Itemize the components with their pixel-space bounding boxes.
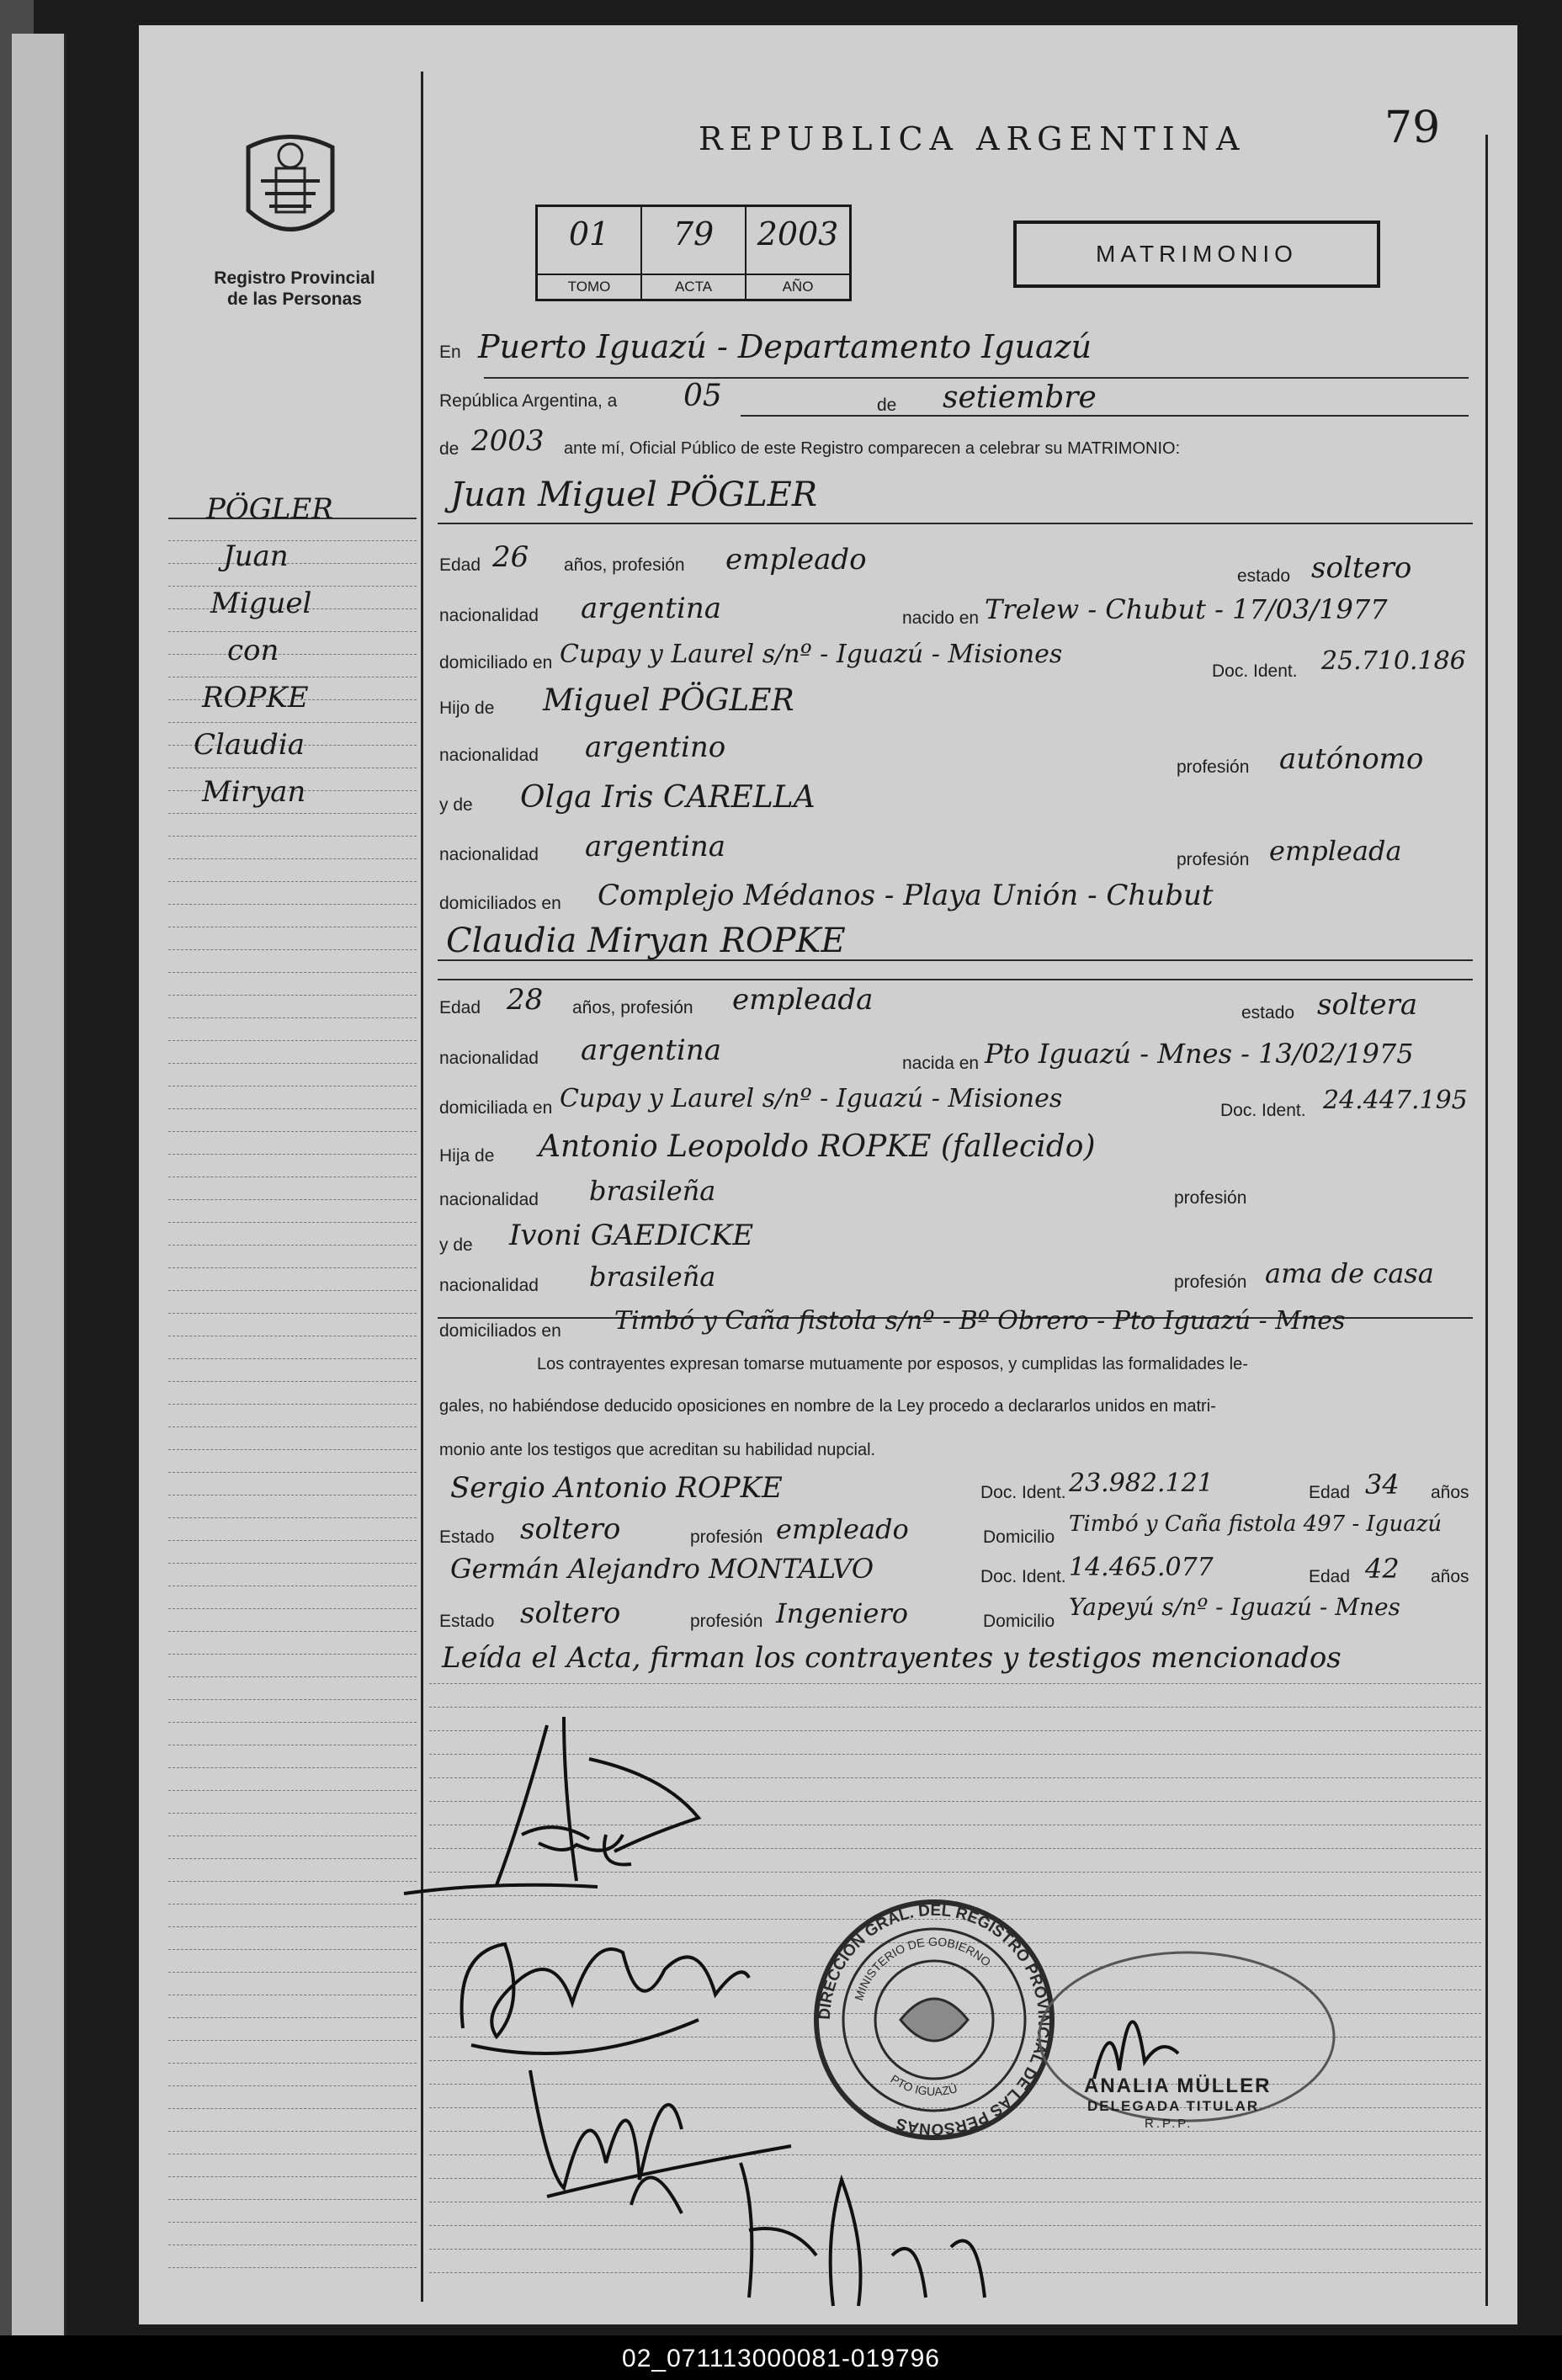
witness1-dom-label: Domicilio <box>983 1527 1055 1547</box>
groom-anios-label: años, profesión <box>564 555 685 575</box>
groom-full-name: Juan Miguel PÖGLER <box>450 475 817 514</box>
margin-ruled-line <box>168 1904 417 1905</box>
margin-ruled-line <box>168 1358 417 1359</box>
witness2-address: Yapeyú s/nº - Iguazú - Mnes <box>1069 1593 1400 1621</box>
organization-name <box>177 268 412 310</box>
year-value: 2003 <box>471 424 545 458</box>
margin-ruled-line <box>168 1676 417 1677</box>
margin-ruled-line <box>168 995 417 996</box>
margin-ruled-line <box>168 1381 417 1382</box>
anio-label: AÑO <box>746 274 849 299</box>
bride-nationality-label: nacionalidad <box>439 1049 539 1068</box>
witness2-estado-label: Estado <box>439 1612 495 1631</box>
anio-value: 2003 <box>757 215 839 252</box>
svg-text:MINISTERIO DE GOBIERNO <box>852 1935 993 2002</box>
margin-groom-name-1: Juan <box>223 539 289 573</box>
margin-ruled-line <box>168 1926 417 1927</box>
stamp-inner-text: MINISTERIO DE GOBIERNO <box>852 1934 994 2003</box>
margin-bride-surname: ROPKE <box>202 681 309 715</box>
groom-address: Cupay y Laurel s/nº - Iguazú - Misiones <box>560 640 1063 669</box>
bride-y-de-label: y de <box>439 1235 473 1255</box>
comparecen-text: ante mí, Oficial Público de este Registro comparecen a celebrar su MATRIMONIO: <box>564 439 1181 458</box>
margin-ruled-line <box>168 2267 417 2268</box>
witness1-status: soltero <box>520 1512 621 1546</box>
groom-domicilio-label: domiciliado en <box>439 653 553 672</box>
margin-ruled-line <box>168 972 417 973</box>
registry-seal-stamp <box>808 1894 1060 2146</box>
margin-ruled-line <box>168 836 417 837</box>
margin-ruled-line <box>168 2131 417 2132</box>
margin-ruled-line <box>168 722 417 723</box>
margin-bride-name-1: Claudia <box>194 728 305 762</box>
margin-ruled-line <box>168 813 417 814</box>
witness2-doc: 14.465.077 <box>1069 1553 1214 1582</box>
stamp-outer-text: DIRECCIÓN GRAL. DEL REGISTRO PROVINCIAL DE LAS PERSONAS <box>816 1901 1053 2138</box>
bride-father: Antonio Leopoldo ROPKE (fallecido) <box>539 1129 1096 1164</box>
groom-profession: empleado <box>725 543 867 576</box>
witness2-age: 42 <box>1365 1553 1400 1585</box>
margin-ruled-line <box>168 949 417 950</box>
day-value: 05 <box>683 379 722 413</box>
tomo-value: 01 <box>568 215 610 252</box>
witness1-profession: empleado <box>776 1513 909 1545</box>
official-name: ANALIA MÜLLER <box>1084 2075 1272 2097</box>
margin-ruled-line <box>168 1040 417 1041</box>
margin-ruled-line <box>168 654 417 655</box>
official-abbr: R.P.P. <box>1145 2117 1193 2131</box>
margin-ruled-line <box>168 858 417 859</box>
form-line <box>484 377 1469 379</box>
margin-ruled-line <box>168 1426 417 1427</box>
margin-ruled-line <box>168 1063 417 1064</box>
margin-ruled-line <box>168 1222 417 1223</box>
acta-label: ACTA <box>642 274 745 299</box>
margin-groom-surname: PÖGLER <box>206 492 333 526</box>
bride-father-prof-label: profesión <box>1174 1188 1247 1208</box>
margin-ruled-line <box>168 1245 417 1246</box>
right-border <box>1485 135 1488 2306</box>
margin-ruled-line <box>168 1835 417 1836</box>
witness2-status: soltero <box>520 1596 621 1630</box>
witness1-doc: 23.982.121 <box>1069 1469 1214 1498</box>
form-line <box>741 415 1469 417</box>
margin-ruled-line <box>168 1017 417 1018</box>
witness1-name: Sergio Antonio ROPKE <box>450 1471 783 1505</box>
en-label: En <box>439 343 461 362</box>
witness1-address: Timbó y Caña fistola 497 - Iguazú <box>1069 1511 1442 1537</box>
groom-doc: 25.710.186 <box>1321 646 1466 676</box>
republica-label: República Argentina, a <box>439 391 618 411</box>
margin-ruled-line <box>168 1813 417 1814</box>
margin-ruled-line <box>168 1563 417 1564</box>
bride-birth: Pto Iguazú - Mnes - 13/02/1975 <box>985 1038 1414 1070</box>
margin-bride-name-2: Miryan <box>202 775 306 809</box>
witness2-dom-label: Domicilio <box>983 1612 1055 1631</box>
signature-ruled-line <box>429 1683 1481 1684</box>
groom-status: soltero <box>1311 551 1412 585</box>
groom-age: 26 <box>492 540 529 574</box>
bride-parents-address: Timbó y Caña fistola s/nº - Bº Obrero - Pto Iguazú - Mnes <box>614 1306 1346 1336</box>
tomo-cell <box>538 207 642 299</box>
bride-hija-label: Hija de <box>439 1146 495 1166</box>
margin-ruled-line <box>168 1108 417 1109</box>
bride-nationality: argentina <box>581 1033 722 1067</box>
margin-ruled-line <box>168 1699 417 1700</box>
margin-ruled-line <box>168 1654 417 1655</box>
bride-address: Cupay y Laurel s/nº - Iguazú - Misiones <box>560 1084 1063 1113</box>
groom-father-prof-label: profesión <box>1177 757 1250 777</box>
groom-nationality-label: nacionalidad <box>439 606 539 625</box>
margin-ruled-line <box>168 2176 417 2177</box>
month-value: setiembre <box>943 380 1097 415</box>
margin-ruled-line <box>168 2108 417 2109</box>
groom-nationality: argentina <box>581 592 722 625</box>
margin-ruled-line <box>168 2199 417 2200</box>
scan-image-id: 02_071113000081-019796 <box>622 2345 940 2372</box>
witness1-doc-label: Doc. Ident. <box>980 1483 1066 1502</box>
witness1-anios-label: años <box>1431 1483 1469 1502</box>
witness1-prof-label: profesión <box>690 1527 763 1547</box>
form-line <box>438 979 1473 980</box>
margin-ruled-line <box>168 1881 417 1882</box>
signature-groom <box>396 1692 816 1919</box>
margin-divider <box>421 72 423 2302</box>
signature-witness-2 <box>699 2129 1018 2331</box>
bride-nacida-label: nacida en <box>902 1054 980 1073</box>
margin-ruled-line <box>168 1631 417 1632</box>
groom-birth: Trelew - Chubut - 17/03/1977 <box>985 593 1388 625</box>
groom-hijo-label: Hijo de <box>439 699 495 718</box>
margin-ruled-line <box>168 2063 417 2064</box>
margin-ruled-line <box>168 1199 417 1200</box>
groom-nacido-label: nacido en <box>902 608 980 628</box>
margin-ruled-line <box>168 1154 417 1155</box>
tomo-label: TOMO <box>538 274 640 299</box>
margin-ruled-line <box>168 1949 417 1950</box>
bride-mother-profession: ama de casa <box>1265 1257 1434 1289</box>
place-value: Puerto Iguazú - Departamento Iguazú <box>478 328 1092 365</box>
margin-ruled-line <box>168 540 417 541</box>
bride-anios-label: años, profesión <box>572 998 693 1017</box>
witness2-edad-label: Edad <box>1309 1567 1351 1586</box>
year-de-label: de <box>439 439 460 459</box>
margin-ruled-line <box>168 563 417 564</box>
margin-ruled-line <box>168 2222 417 2223</box>
bride-mother-nat-label: nacionalidad <box>439 1276 539 1295</box>
groom-parents-dom-label: domiciliados en <box>439 894 561 913</box>
margin-ruled-line <box>168 1449 417 1450</box>
month-de-label: de <box>877 396 897 415</box>
margin-ruled-line <box>168 1790 417 1791</box>
official-title: DELEGADA TITULAR <box>1087 2098 1260 2114</box>
margin-ruled-line <box>168 904 417 905</box>
margin-ruled-line <box>168 1290 417 1291</box>
organization-line-2: de las Personas <box>227 290 362 309</box>
groom-mother-nationality: argentina <box>585 830 726 863</box>
page-number: 79 <box>1384 103 1441 153</box>
margin-ruled-line <box>168 2085 417 2086</box>
bride-doc-label: Doc. Ident. <box>1220 1101 1306 1120</box>
groom-father-nat-label: nacionalidad <box>439 746 539 765</box>
margin-ruled-line <box>168 1858 417 1859</box>
bride-full-name: Claudia Miryan ROPKE <box>446 922 846 960</box>
groom-mother-profession: empleada <box>1269 835 1402 867</box>
groom-doc-label: Doc. Ident. <box>1212 661 1298 681</box>
bride-domicilio-label: domiciliada en <box>439 1098 553 1118</box>
groom-father: Miguel PÖGLER <box>543 683 794 718</box>
bride-parents-dom-label: domiciliados en <box>439 1321 561 1341</box>
bride-doc: 24.447.195 <box>1323 1086 1468 1115</box>
bride-father-nat-label: nacionalidad <box>439 1190 539 1209</box>
groom-edad-label: Edad <box>439 555 481 575</box>
groom-parents-address: Complejo Médanos - Playa Unión - Chubut <box>598 879 1214 912</box>
witness2-prof-label: profesión <box>690 1612 763 1631</box>
bride-mother-prof-label: profesión <box>1174 1272 1247 1292</box>
witness1-estado-label: Estado <box>439 1527 495 1547</box>
bride-mother: Ivoni GAEDICKE <box>509 1219 754 1252</box>
witness2-anios-label: años <box>1431 1567 1469 1586</box>
closing-note: Leída el Acta, firman los contrayentes y testigos mencionados <box>442 1641 1342 1675</box>
stamp-place-text: PTO IGUAZÚ <box>888 2072 959 2099</box>
certificate-type-box: MATRIMONIO <box>1013 220 1380 288</box>
declaration-line-2: gales, no habiéndose deducido oposiciones en nombre de la Ley procedo a declararlos unidos en matri- <box>439 1397 1216 1416</box>
margin-ruled-line <box>168 1131 417 1132</box>
margin-ruled-line <box>168 1722 417 1723</box>
form-line <box>438 523 1473 524</box>
registry-number-box <box>535 205 852 301</box>
groom-mother-nat-label: nacionalidad <box>439 845 539 864</box>
groom-mother: Olga Iris CARELLA <box>520 780 816 815</box>
bride-profession: empleada <box>732 983 874 1017</box>
anio-cell <box>746 207 849 299</box>
groom-father-nationality: argentino <box>585 730 726 764</box>
margin-ruled-line <box>168 631 417 632</box>
acta-value: 79 <box>672 215 715 252</box>
margin-ruled-line <box>168 881 417 882</box>
margin-ruled-line <box>168 1608 417 1609</box>
country-title: REPUBLICA ARGENTINA <box>699 120 1246 157</box>
facing-page-edge <box>12 34 66 2340</box>
margin-ruled-line <box>168 1313 417 1314</box>
bride-age: 28 <box>507 983 544 1017</box>
margin-ruled-line <box>168 1517 417 1518</box>
margin-ruled-line <box>168 1972 417 1973</box>
witness2-name: Germán Alejandro MONTALVO <box>450 1553 874 1585</box>
declaration-line-3: monio ante los testigos que acreditan su habilidad nupcial. <box>439 1441 876 1459</box>
witness2-doc-label: Doc. Ident. <box>980 1567 1066 1586</box>
margin-groom-name-2: Miguel <box>210 587 312 620</box>
margin-ruled-line <box>168 2017 417 2018</box>
groom-mother-prof-label: profesión <box>1177 850 1250 869</box>
margin-ruled-line <box>168 1404 417 1405</box>
witness1-age: 34 <box>1365 1469 1400 1501</box>
provincial-coat-of-arms-icon <box>236 130 345 248</box>
groom-estado-label: estado <box>1237 566 1291 586</box>
margin-connector: con <box>227 634 279 667</box>
bride-mother-nationality: brasileña <box>589 1261 716 1293</box>
groom-father-profession: autónomo <box>1279 742 1424 776</box>
margin-ruled-line <box>168 2040 417 2041</box>
margin-ruled-line <box>168 1472 417 1473</box>
bride-father-nationality: brasileña <box>589 1175 716 1207</box>
bride-edad-label: Edad <box>439 998 481 1017</box>
declaration-line-1: Los contrayentes expresan tomarse mutuamente por esposos, y cumplidas las formalidades le- <box>537 1355 1248 1373</box>
bride-status: soltera <box>1317 988 1418 1022</box>
margin-ruled-line <box>168 1767 417 1768</box>
organization-line-1: Registro Provincial <box>214 268 375 288</box>
bride-estado-label: estado <box>1241 1003 1295 1023</box>
groom-y-de-label: y de <box>439 795 473 815</box>
margin-ruled-line <box>168 1267 417 1268</box>
margin-ruled-line <box>168 1540 417 1541</box>
acta-cell <box>642 207 746 299</box>
witness1-edad-label: Edad <box>1309 1483 1351 1502</box>
witness2-profession: Ingeniero <box>776 1597 909 1629</box>
